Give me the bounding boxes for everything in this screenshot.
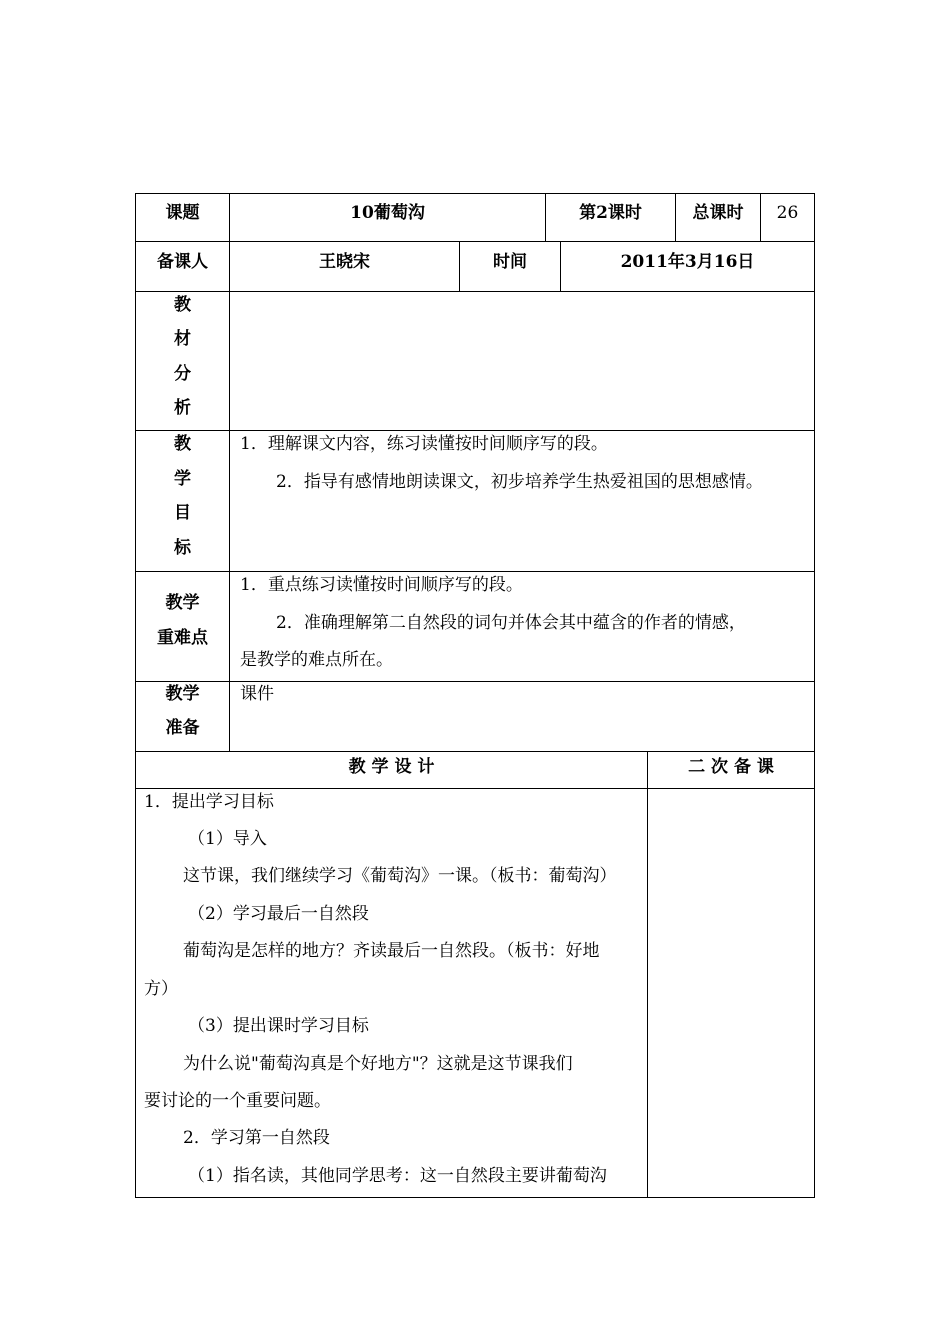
goal-2: 2．指导有感情地朗读课文，初步培养学生热爱祖国的思想感情。	[276, 472, 763, 492]
time-label: 时间	[493, 252, 527, 272]
design-line: （1）导入	[188, 829, 267, 849]
total-periods-value: 26	[776, 203, 799, 223]
time-value: 2011年3月16日	[620, 252, 755, 272]
difficulty-3: 是教学的难点所在。	[240, 650, 393, 670]
preparer-label: 备课人	[157, 252, 208, 272]
design-line: 为什么说"葡萄沟真是个好地方"？这就是这节课我们	[183, 1054, 573, 1074]
design-line: 2．学习第一自然段	[183, 1128, 330, 1148]
lesson-plan-page: 课题 10葡萄沟 第2课时 总课时 26 备课人 王晓宋 时间 2011年3月16日 教 材 分 析 教 学 目 标 1．理解课文内容，练习读懂按时间顺序写的段。 2．指导有感情地朗读课文，初步培养学生热爱祖国的思想感情。 教学 重难点 1．重点练习读懂按时间顺序写的段。 2．准确理解第二自然段的词句并体会其中蕴含的作者的情感， 是教学的难点所在。 教学 准备 课件 教 学 设 计 二 次 备 课 1．提出学习目标 （1）导入 这节课，我们继续学习《葡萄沟》一课。（板书：葡萄沟） （2）学习最后一自然段 葡萄沟是怎样的地方？齐读最后一自然段。（板书：好地 方） （3）提出课时学习目标 为什么说"葡萄沟真是个好地方"？这就是这节课我们 要讨论的一个重要问题。 2．学习第一自然段 （1）指名读，其他同学思考：这一自然段主要讲葡萄沟	[0, 0, 950, 1344]
design-line: （3）提出课时学习目标	[188, 1016, 369, 1036]
preparer-value: 王晓宋	[319, 252, 370, 272]
design-line: 方）	[144, 979, 178, 999]
topic-value: 10葡萄沟	[350, 203, 425, 223]
goal-1: 1．理解课文内容，练习读懂按时间顺序写的段。	[240, 434, 608, 454]
design-line: （2）学习最后一自然段	[188, 904, 369, 924]
design-line: 1．提出学习目标	[144, 792, 274, 812]
prep-value: 课件	[240, 684, 274, 704]
design-line: （1）指名读，其他同学思考：这一自然段主要讲葡萄沟	[188, 1166, 607, 1186]
design-heading: 教 学 设 计	[348, 757, 435, 777]
difficulty-2: 2．准确理解第二自然段的词句并体会其中蕴含的作者的情感，	[276, 613, 746, 633]
topic-label: 课题	[165, 203, 200, 223]
period-value: 第2课时	[579, 203, 642, 223]
design-line: 要讨论的一个重要问题。	[144, 1091, 331, 1111]
secondary-prep-heading: 二 次 备 课	[688, 757, 774, 777]
difficulty-1: 1．重点练习读懂按时间顺序写的段。	[240, 575, 523, 595]
total-periods-label: 总课时	[692, 203, 744, 223]
design-line: 这节课，我们继续学习《葡萄沟》一课。（板书：葡萄沟）	[183, 866, 617, 886]
design-line: 葡萄沟是怎样的地方？齐读最后一自然段。（板书：好地	[183, 941, 600, 961]
